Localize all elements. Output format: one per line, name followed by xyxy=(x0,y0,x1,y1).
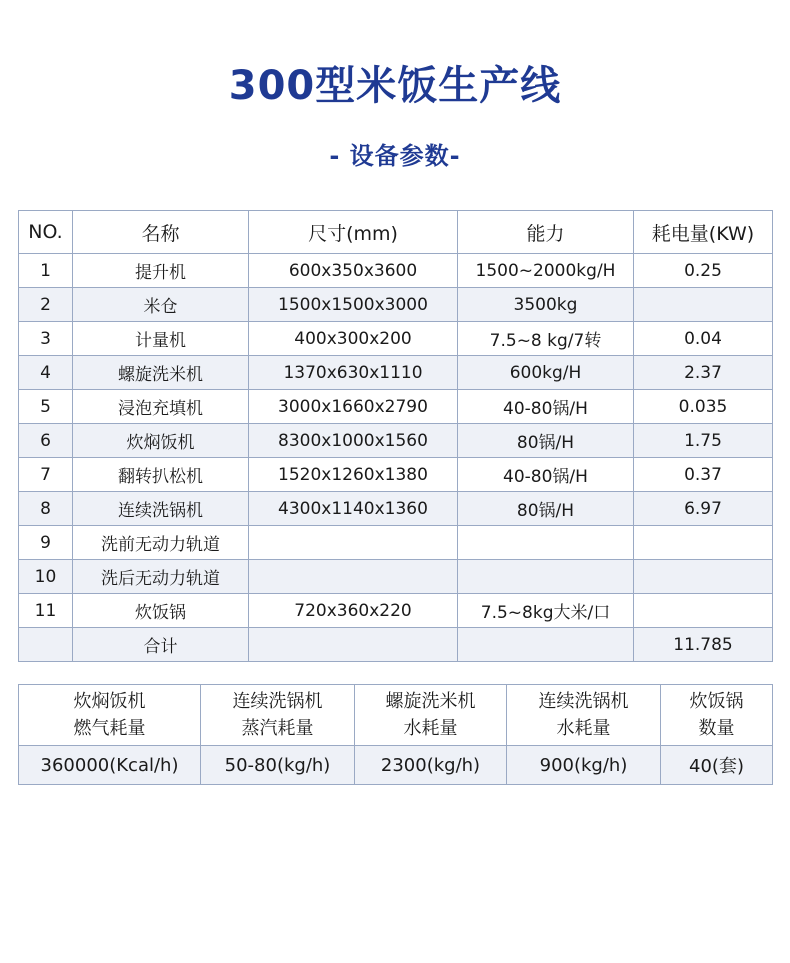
cell-no: 5 xyxy=(19,390,73,424)
consumption-value-pot-count: 40(套) xyxy=(661,746,773,785)
consumption-value-washer-water: 2300(kg/h) xyxy=(355,746,507,785)
cell-capacity: 3500kg xyxy=(458,288,634,322)
cell-size xyxy=(249,560,458,594)
consumption-header-gas-line2: 燃气耗量 xyxy=(73,718,146,739)
cell-size xyxy=(249,526,458,560)
cell-capacity: 7.5~8 kg/7转 xyxy=(458,322,634,356)
cell-capacity: 80锅/H xyxy=(458,424,634,458)
table-row xyxy=(19,492,773,526)
cell-size: 400x300x200 xyxy=(249,322,458,356)
cell-size: 8300x1000x1560 xyxy=(249,424,458,458)
consumption-header-potwasher-water-line1: 连续洗锅机 xyxy=(538,691,629,712)
table-header-row xyxy=(19,211,773,254)
cell-name: 翻转扒松机 xyxy=(73,458,249,492)
cell-power xyxy=(634,526,773,560)
column-header-size: 尺寸(mm) xyxy=(249,211,458,254)
cell-size: 3000x1660x2790 xyxy=(249,390,458,424)
consumption-header-gas-line1: 炊焖饭机 xyxy=(73,691,146,712)
cell-capacity: 80锅/H xyxy=(458,492,634,526)
parameter-sheet xyxy=(0,62,790,963)
table-row xyxy=(19,594,773,628)
consumption-header-washer-water xyxy=(355,685,507,746)
cell-name: 螺旋洗米机 xyxy=(73,356,249,390)
cell-capacity xyxy=(458,526,634,560)
cell-name: 洗前无动力轨道 xyxy=(73,526,249,560)
table-row xyxy=(19,526,773,560)
consumption-header-row xyxy=(19,685,773,746)
consumption-header-steam xyxy=(201,685,355,746)
consumption-header-pot-count-line2: 数量 xyxy=(698,718,735,739)
page-title: 300型米饭生产线 xyxy=(228,63,562,109)
cell-no: 4 xyxy=(19,356,73,390)
consumption-header-steam-line2: 蒸汽耗量 xyxy=(241,718,314,739)
cell-name: 计量机 xyxy=(73,322,249,356)
cell-no: 8 xyxy=(19,492,73,526)
column-header-power: 耗电量(KW) xyxy=(634,211,773,254)
consumption-header-steam-line1: 连续洗锅机 xyxy=(232,691,323,712)
cell-power: 0.37 xyxy=(634,458,773,492)
cell-capacity: 7.5~8kg大米/口 xyxy=(458,594,634,628)
table-row xyxy=(19,458,773,492)
cell-no xyxy=(19,628,73,662)
cell-no: 6 xyxy=(19,424,73,458)
consumption-value-gas: 360000(Kcal/h) xyxy=(19,746,201,785)
cell-capacity: 40-80锅/H xyxy=(458,458,634,492)
table-row xyxy=(19,322,773,356)
cell-name: 炊焖饭机 xyxy=(73,424,249,458)
table-row xyxy=(19,254,773,288)
consumption-value-row xyxy=(19,746,773,785)
table-row xyxy=(19,424,773,458)
cell-size: 1370x630x1110 xyxy=(249,356,458,390)
cell-no: 3 xyxy=(19,322,73,356)
cell-size: 4300x1140x1360 xyxy=(249,492,458,526)
consumption-header-pot-count xyxy=(661,685,773,746)
cell-capacity: 1500~2000kg/H xyxy=(458,254,634,288)
cell-size: 720x360x220 xyxy=(249,594,458,628)
page-subtitle: - 设备参数- xyxy=(329,142,461,170)
consumption-value-steam: 50-80(kg/h) xyxy=(201,746,355,785)
consumption-header-potwasher-water-line2: 水耗量 xyxy=(556,718,611,739)
table-row xyxy=(19,390,773,424)
cell-name: 连续洗锅机 xyxy=(73,492,249,526)
cell-size: 600x350x3600 xyxy=(249,254,458,288)
cell-no: 1 xyxy=(19,254,73,288)
cell-name: 炊饭锅 xyxy=(73,594,249,628)
cell-power: 2.37 xyxy=(634,356,773,390)
consumption-header-washer-water-line1: 螺旋洗米机 xyxy=(385,691,476,712)
cell-power: 0.035 xyxy=(634,390,773,424)
table-row xyxy=(19,288,773,322)
consumption-header-gas xyxy=(19,685,201,746)
cell-size: 1500x1500x3000 xyxy=(249,288,458,322)
cell-size xyxy=(249,628,458,662)
cell-capacity xyxy=(458,560,634,594)
cell-power-total: 11.785 xyxy=(634,628,773,662)
consumption-header-pot-count-line1: 炊饭锅 xyxy=(689,691,744,712)
cell-no: 11 xyxy=(19,594,73,628)
consumption-table xyxy=(18,684,773,785)
cell-size: 1520x1260x1380 xyxy=(249,458,458,492)
cell-name: 洗后无动力轨道 xyxy=(73,560,249,594)
column-header-capacity: 能力 xyxy=(458,211,634,254)
cell-name: 米仓 xyxy=(73,288,249,322)
cell-power: 0.25 xyxy=(634,254,773,288)
cell-name-total: 合计 xyxy=(73,628,249,662)
column-header-name: 名称 xyxy=(73,211,249,254)
cell-no: 2 xyxy=(19,288,73,322)
table-row xyxy=(19,356,773,390)
cell-power: 1.75 xyxy=(634,424,773,458)
cell-no: 7 xyxy=(19,458,73,492)
cell-capacity: 600kg/H xyxy=(458,356,634,390)
cell-name: 浸泡充填机 xyxy=(73,390,249,424)
cell-no: 10 xyxy=(19,560,73,594)
table-row xyxy=(19,560,773,594)
consumption-value-potwasher-water: 900(kg/h) xyxy=(507,746,661,785)
table-row-total xyxy=(19,628,773,662)
cell-no: 9 xyxy=(19,526,73,560)
cell-power xyxy=(634,560,773,594)
consumption-header-potwasher-water xyxy=(507,685,661,746)
cell-power: 6.97 xyxy=(634,492,773,526)
cell-capacity: 40-80锅/H xyxy=(458,390,634,424)
consumption-header-washer-water-line2: 水耗量 xyxy=(403,718,458,739)
cell-power xyxy=(634,288,773,322)
cell-capacity xyxy=(458,628,634,662)
cell-power: 0.04 xyxy=(634,322,773,356)
column-header-no: NO. xyxy=(19,211,73,254)
cell-power xyxy=(634,594,773,628)
equipment-parameters-table xyxy=(18,210,773,662)
cell-name: 提升机 xyxy=(73,254,249,288)
